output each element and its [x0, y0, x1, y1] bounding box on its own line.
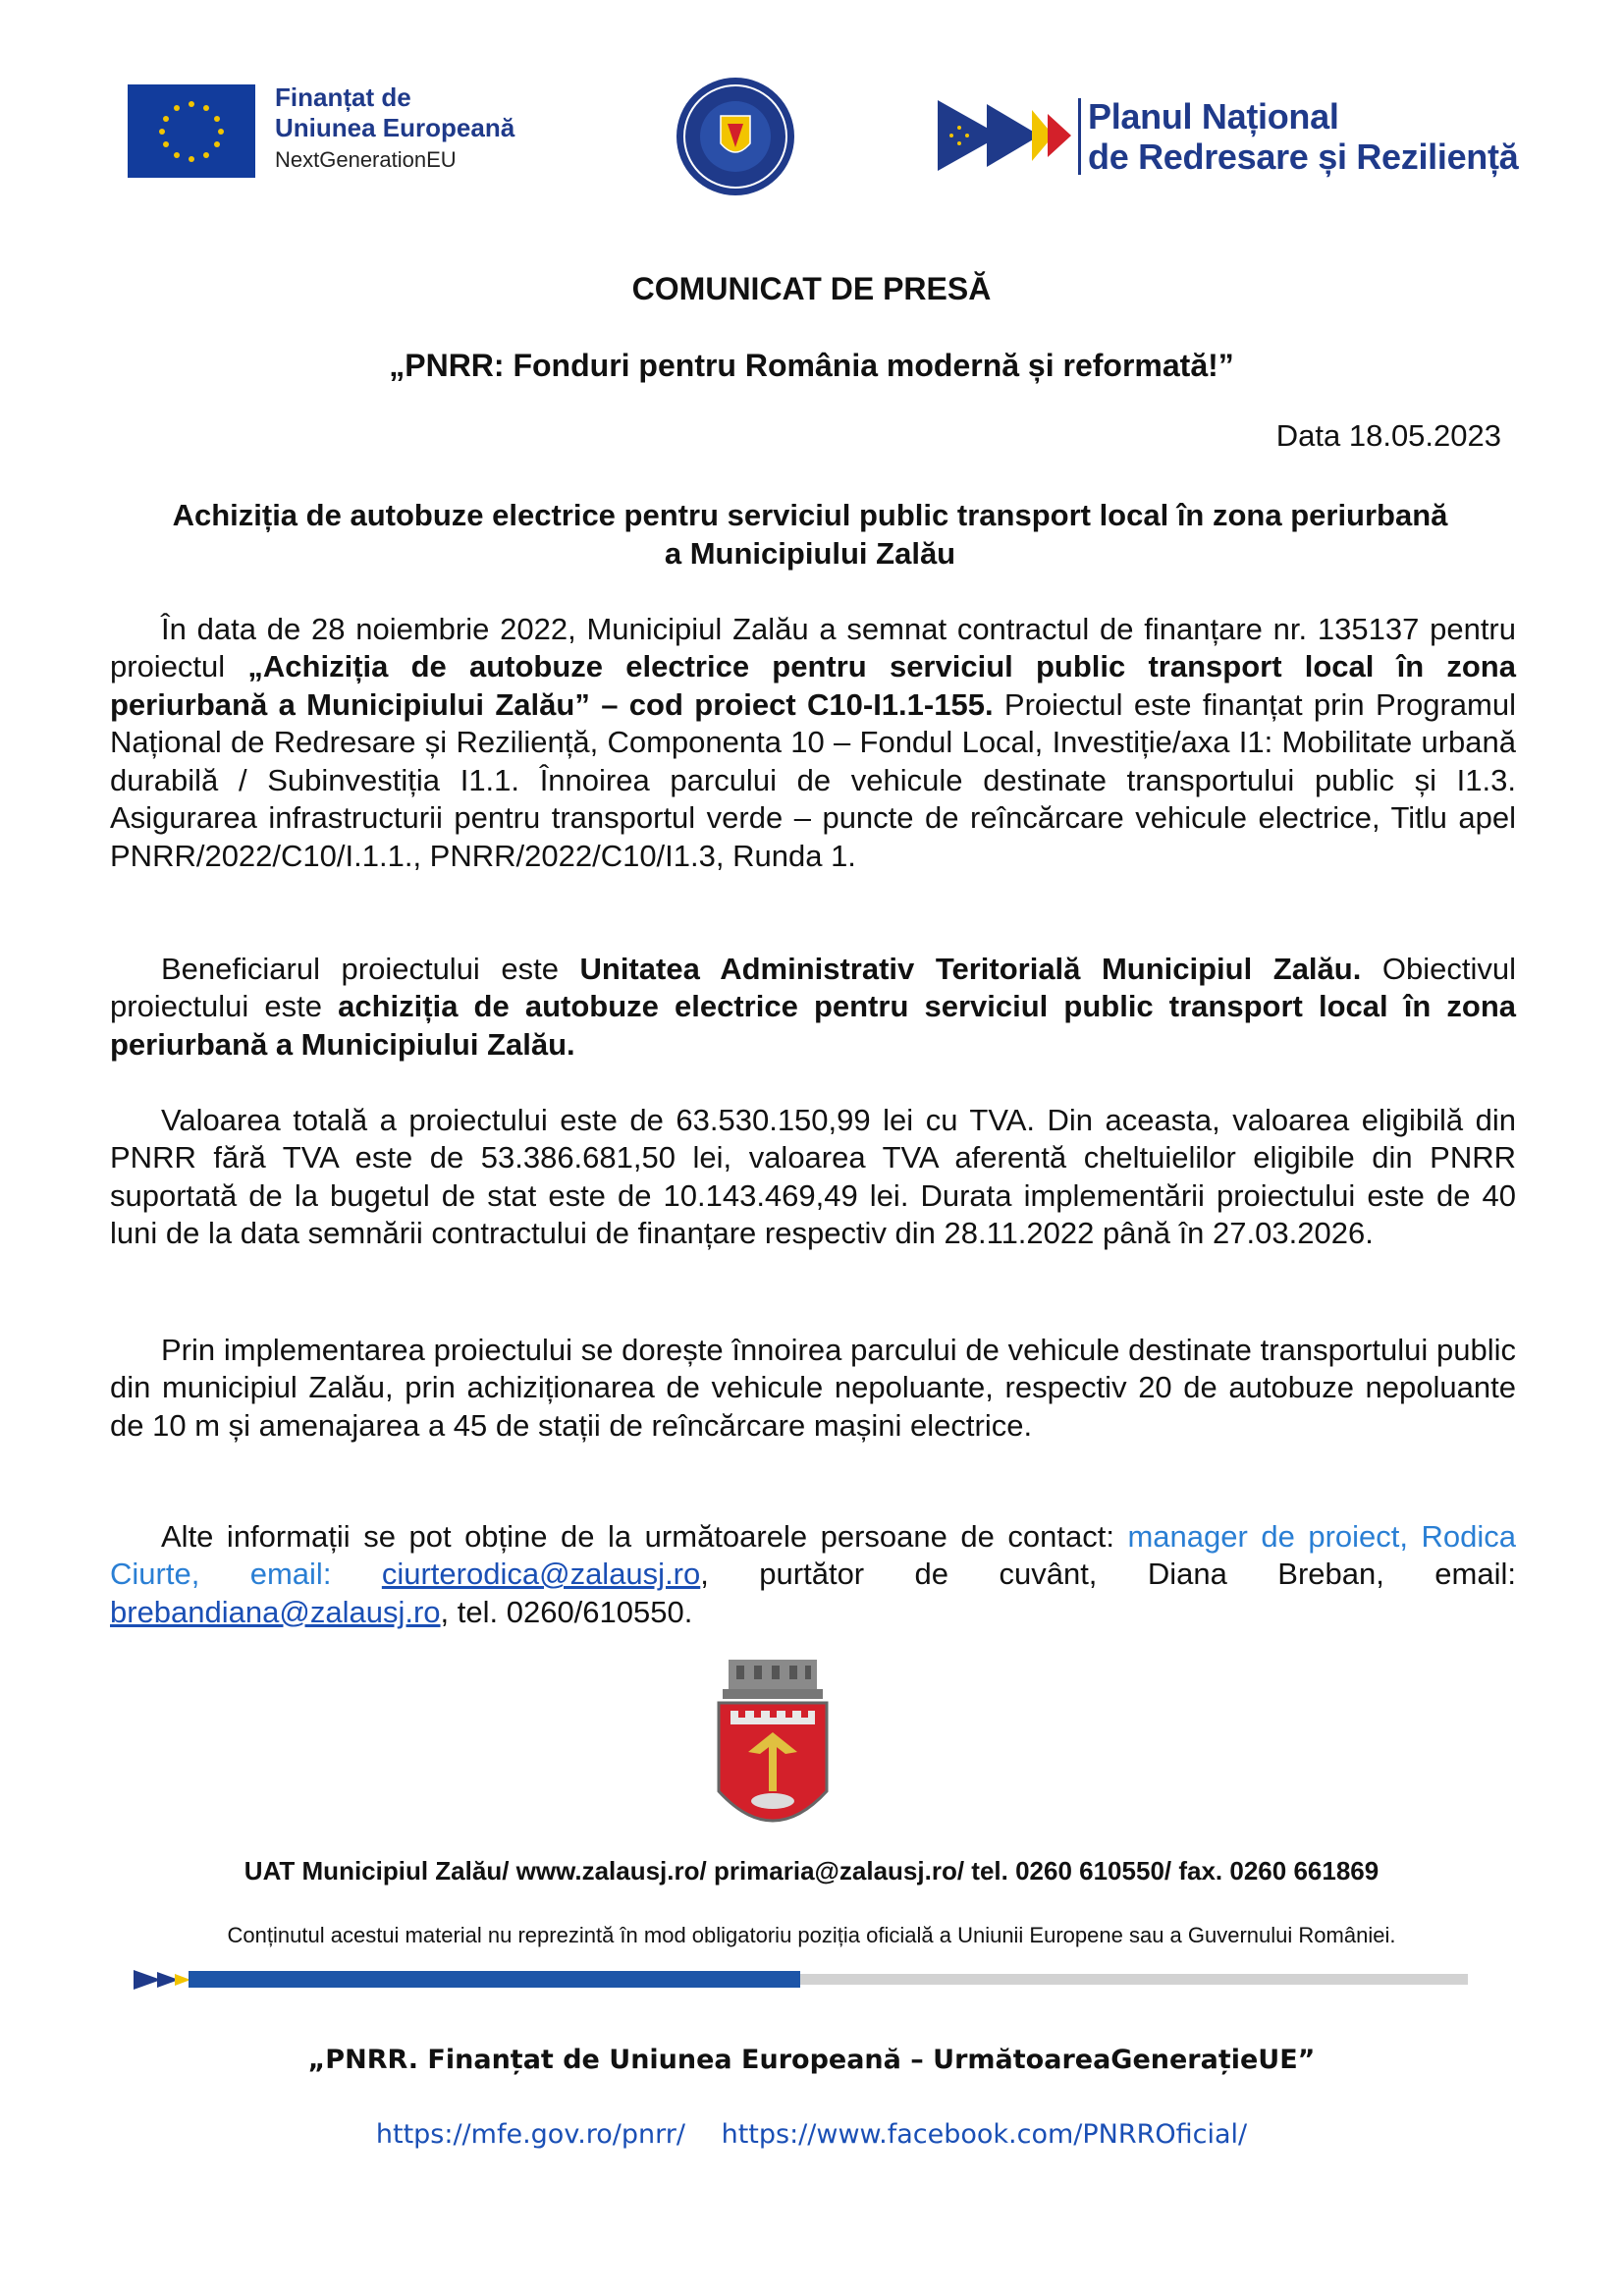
footer-slogan: „PNRR. Finanțat de Uniunea Europeană – UrmătoareaGenerațieUE” [307, 2045, 1316, 2075]
email-link-spokesperson[interactable]: brebandiana@zalausj.ro [110, 1594, 441, 1629]
eu-funding-label [275, 82, 514, 174]
p2-text-c: Obiectivul proiectului este [110, 952, 1516, 1024]
eu-line-2: Uniunea Europeană [275, 113, 515, 143]
p5-manager: manager de proiect, Rodica Ciurte, email: [110, 1519, 1516, 1592]
pnrr-label [1088, 96, 1518, 178]
pnrr-line-2: de Redresare și Reziliență [1088, 137, 1519, 178]
eu-line-3: NextGenerationEU [275, 147, 457, 173]
press-release-date: Data 18.05.2023 [1275, 418, 1501, 453]
p2-text-a: Beneficiarul proiectului este [161, 952, 580, 986]
paragraph-contacts [110, 1518, 1516, 1631]
zalau-coat-of-arms-icon [709, 1654, 837, 1850]
paragraph-contract [110, 611, 1516, 875]
footer-band-blue [211, 1971, 800, 1988]
pnrr-divider [1078, 98, 1081, 175]
footer-contact: UAT Municipiul Zalău/ www.zalausj.ro/ primaria@zalausj.ro/ tel. 0260 610550/ fax. 0260 661869 [243, 1856, 1380, 1886]
pnrr-line-1: Planul Național [1088, 96, 1339, 137]
campaign-slogan: „PNRR: Fonduri pentru România modernă și reformată!” [389, 348, 1234, 383]
email-link-manager[interactable]: ciurterodica@zalausj.ro [381, 1557, 701, 1592]
eu-line-1: Finanțat de [275, 82, 411, 112]
p2-beneficiary: Unitatea Administrativ Teritorială Municipiul Zalău. [579, 952, 1362, 986]
paragraph-implementation: Prin implementarea proiectului se dorește înnoirea parcului de vehicule destinate transportului public din municipiul Zalău, prin achiziționarea de vehicule nepoluante, respectiv 20 de autobuze nepoluante de 10 m și amenajarea a 45 de stații de reîncărcare mașini electrice. [110, 1333, 1516, 1443]
p5-text-c: , purtător de cuvânt, Diana Breban, email: [700, 1557, 1516, 1592]
paragraph-value: Valoarea totală a proiectului este de 63.530.150,99 lei cu TVA. Din aceasta, valoarea eligibilă din PNRR fără TVA este de 53.386.681,50 lei, valoarea TVA aferentă cheltuielilor eligibile din PNRR suportată de la bugetul de stat este de 10.143.469,49 lei. Durata implementării proiectului este de 40 luni de la data semnării contractului de finanțare respectiv din 28.11.2022 până în 27.03.2026. [110, 1103, 1516, 1251]
paragraph-beneficiary [110, 951, 1516, 1064]
eu-flag-icon [128, 84, 255, 178]
p1-project-title: „Achiziția de autobuze electrice pentru serviciul public transport local în zona periurbană a Municipiului Zalău” – cod proiect C10-I1.1-155. [110, 649, 1516, 722]
p2-objective: achiziția de autobuze electrice pentru serviciul public transport local în zona periurbană a Municipiului Zalău. [110, 989, 1516, 1062]
footer-links [0, 2119, 1623, 2150]
document-type: COMUNICAT DE PRESĂ [631, 271, 992, 306]
footer-arrow-icon [134, 1966, 222, 1994]
headline-line-1: Achiziția de autobuze electrice pentru serviciul public transport local în zona periurbană [172, 498, 1448, 532]
link-facebook[interactable]: https://www.facebook.com/PNRROficial/ [721, 2119, 1248, 2150]
p1-text-a: În data de 28 noiembrie 2022, Municipiul Zalău a semnat contractul de finanțare nr. 135137 pentru proiectul [110, 612, 1516, 684]
p5-text-a: Alte informații se pot obține de la următoarele persoane de contact: [161, 1519, 1128, 1554]
romanian-government-seal-icon [674, 75, 797, 198]
press-release-headline [108, 497, 1512, 574]
footer-disclaimer: Conținutul acestui material nu reprezintă în mod obligatoriu poziția oficială a Uniunii Europene sau a Guvernului României. [227, 1923, 1396, 1947]
p1-text-c: Proiectul este finanțat prin Programul Național de Redresare și Reziliență, Componenta 10 – Fondul Local, Investiție/axa I1: Mobilitate urbană durabilă / Subinvestiția I1.1. Înnoirea parcului de vehicule destinate transportului public și I1.3. Asigurarea infrastructurii pentru transportul verde – puncte de reîncărcare vehicule electrice, Titlu apel PNRR/2022/C10/I.1.1., PNRR/2022/C10/I1.3, Runda 1. [110, 686, 1516, 873]
headline-line-2: a Municipiului Zalău [664, 535, 956, 571]
footer-band-grey [800, 1974, 1468, 1985]
link-mfe[interactable]: https://mfe.gov.ro/pnrr/ [375, 2119, 685, 2150]
p5-text-d: , tel. 0260/610550. [440, 1594, 693, 1629]
pnrr-arrows-icon [938, 96, 1075, 175]
